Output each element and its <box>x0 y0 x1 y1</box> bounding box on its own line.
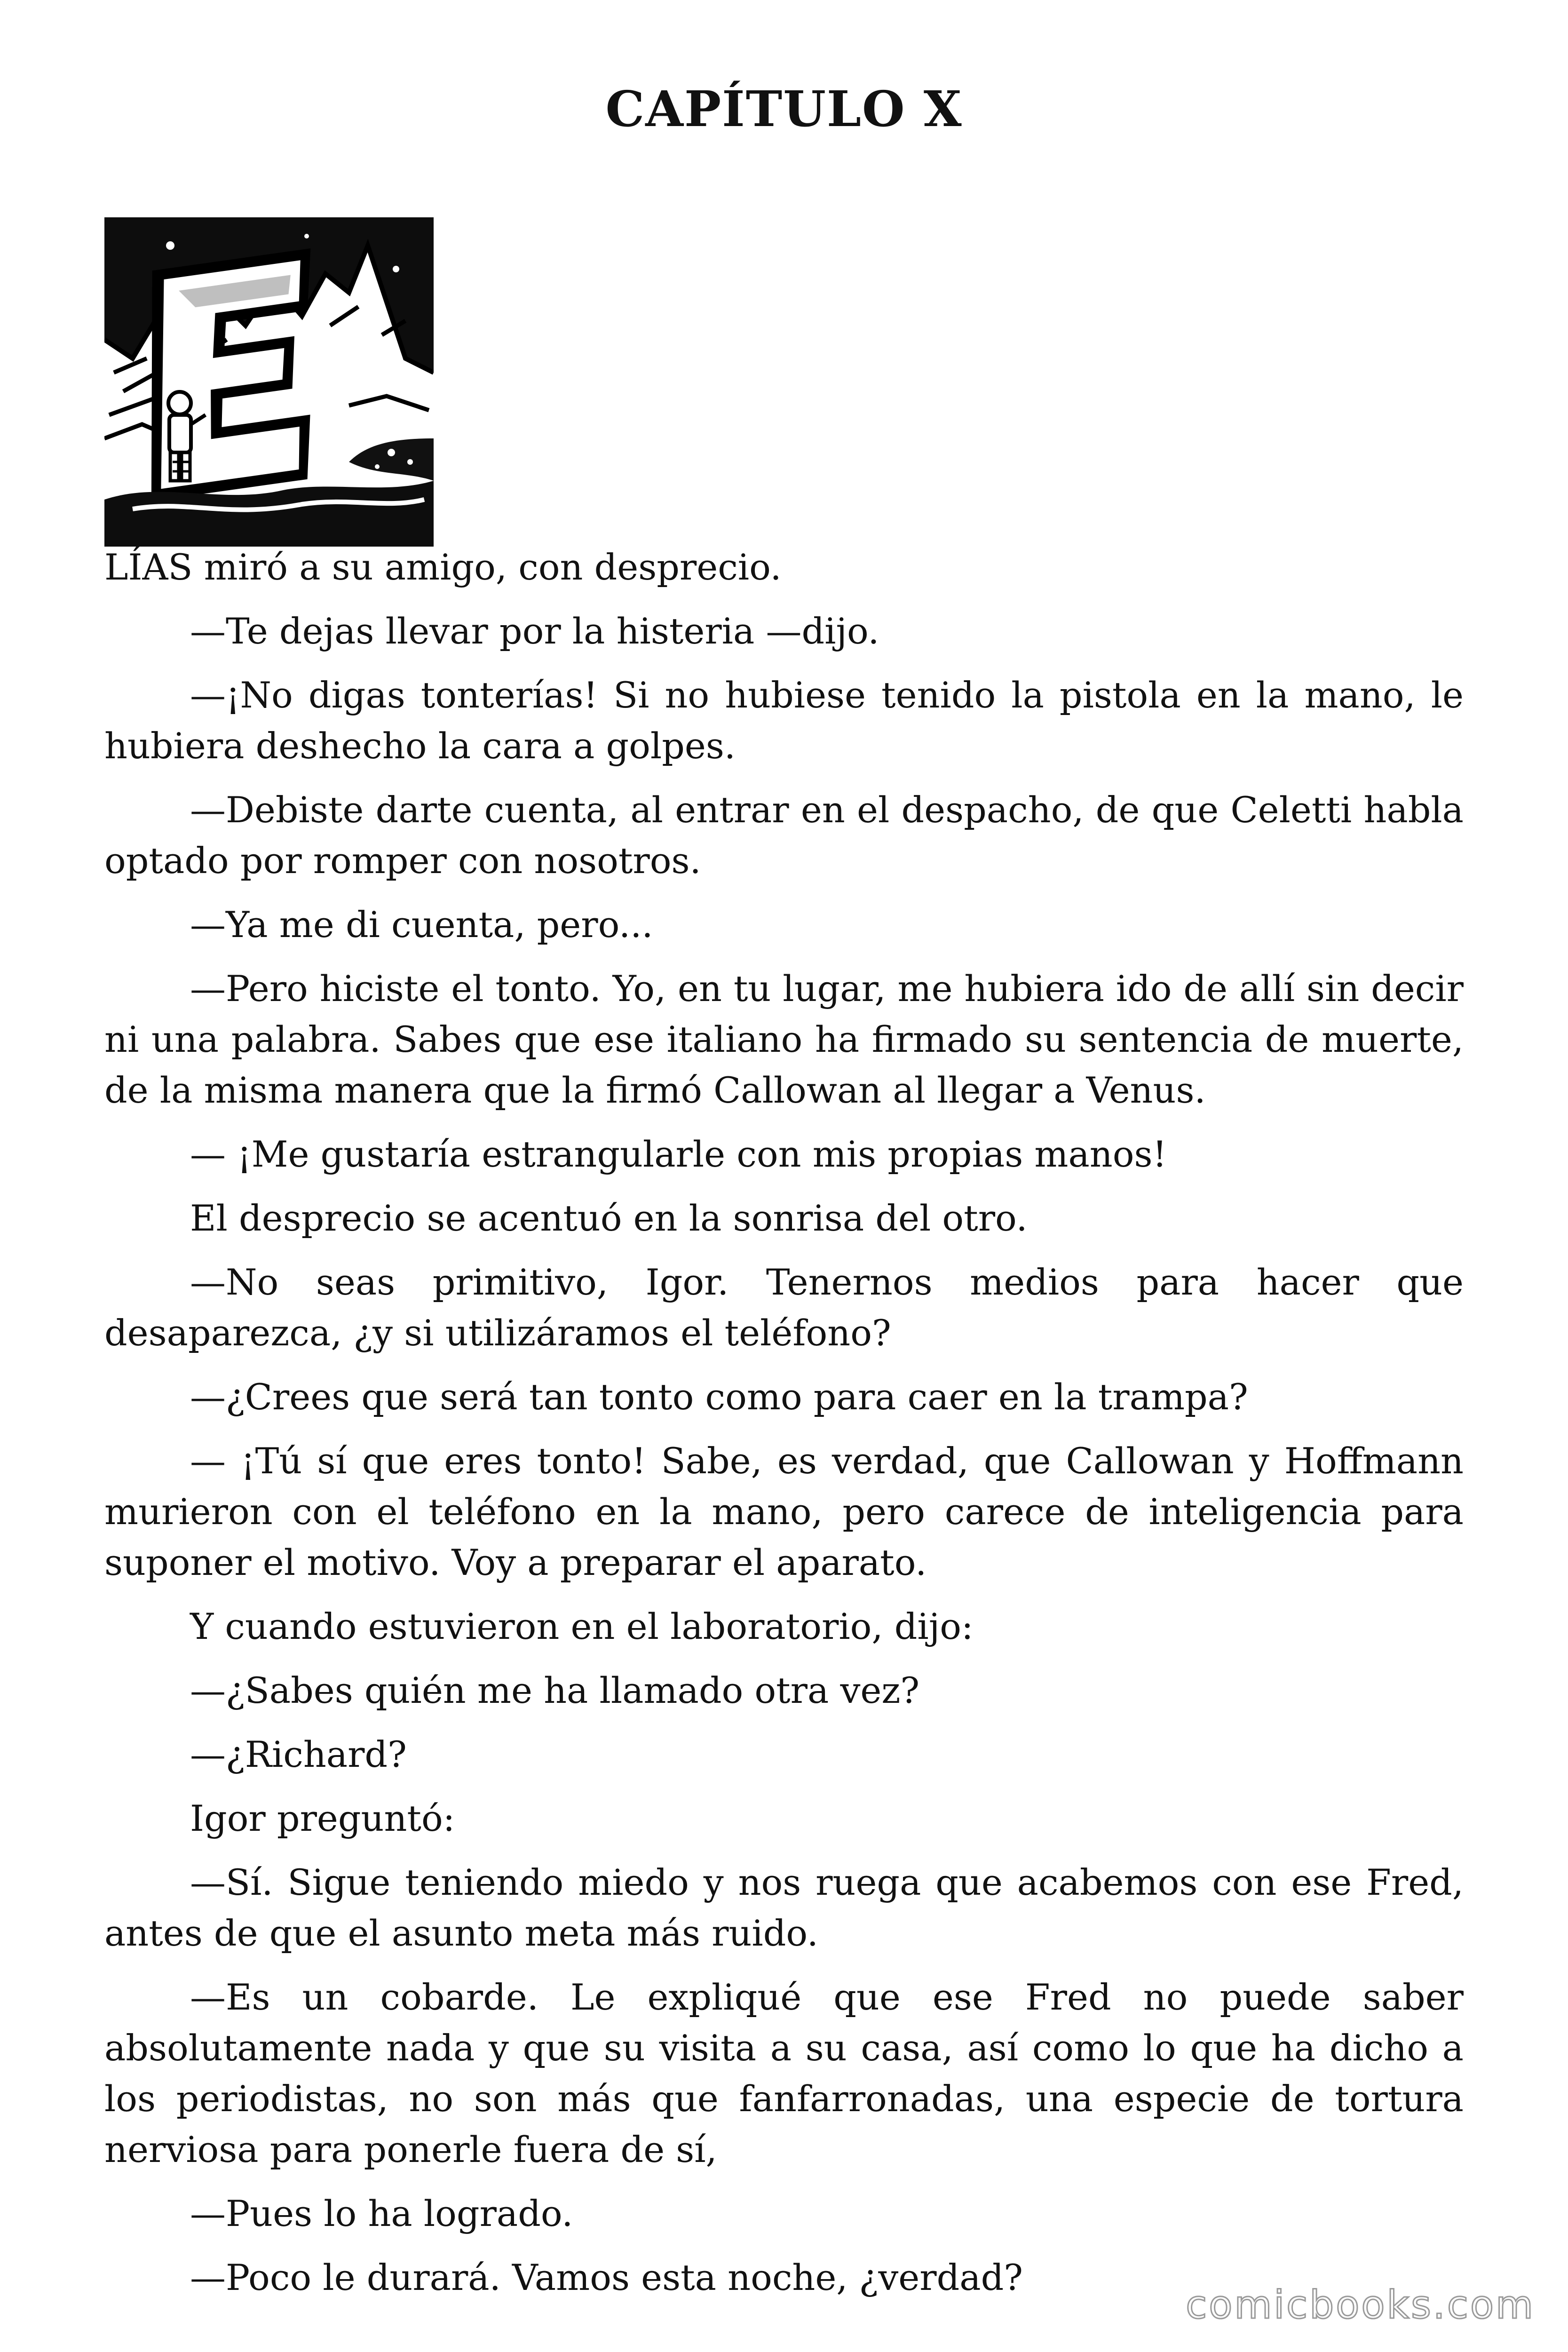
paragraph: —Es un cobarde. Le expliqué que ese Fred no puede saber absolutamente nada y que su visita a su casa, así como lo que ha dicho a los periodistas, no son más que fanfarronadas, una especie de tortura nerviosa para ponerle fuera de sí, <box>104 1976 1464 2170</box>
chapter-body <box>104 542 1464 2316</box>
paragraph: —Pues lo ha logrado. <box>190 2193 573 2234</box>
paragraph: —¿Richard? <box>190 1733 407 1775</box>
paragraph: —No seas primitivo, Igor. Tenernos medios para hacer que desaparezca, ¿y si utilizáramos el teléfono? <box>104 1261 1464 1354</box>
paragraph: —Pero hiciste el tonto. Yo, en tu lugar, me hubiera ido de allí sin decir ni una palabra. Sabes que ese italiano ha firmado su sentencia de muerte, de la misma manera que la firmó Callowan al llegar a Venus. <box>104 968 1464 1111</box>
watermark: comicbooks.com <box>1186 2283 1535 2328</box>
paragraph: Y cuando estuvieron en el laboratorio, dijo: <box>190 1605 974 1647</box>
paragraph: El desprecio se acentuó en la sonrisa del otro. <box>190 1197 1028 1239</box>
paragraph: —¿Sabes quién me ha llamado otra vez? <box>190 1669 920 1711</box>
illustrated-dropcap <box>104 217 434 547</box>
paragraph: —Poco le durará. Vamos esta noche, ¿verdad? <box>190 2257 1023 2298</box>
paragraph: —Sí. Sigue teniendo miedo y nos ruega que acabemos con ese Fred, antes de que el asunto meta más ruido. <box>104 1861 1464 1954</box>
paragraph: — ¡Me gustaría estrangularle con mis propias manos! <box>190 1133 1167 1175</box>
paragraph: Igor preguntó: <box>190 1797 455 1839</box>
paragraph: —Debiste darte cuenta, al entrar en el despacho, de que Celetti habla optado por romper con nosotros. <box>104 789 1464 882</box>
paragraph: LÍAS miró a su amigo, con desprecio. <box>104 546 782 588</box>
book-page <box>104 0 1464 2352</box>
paragraph: — ¡Tú sí que eres tonto! Sabe, es verdad, que Callowan y Hoffmann murieron con el teléfono en la mano, pero carece de inteligencia para suponer el motivo. Voy a preparar el aparato. <box>104 1440 1464 1583</box>
paragraph: —Ya me di cuenta, pero... <box>190 904 653 946</box>
paragraph: —¡No digas tonterías! Si no hubiese tenido la pistola en la mano, le hubiera deshecho la cara a golpes. <box>104 674 1464 767</box>
dropcap-illustration-icon <box>104 217 434 547</box>
paragraph: —Te dejas llevar por la histeria —dijo. <box>190 610 879 652</box>
chapter-title: CAPÍTULO X <box>605 80 963 138</box>
paragraph: —¿Crees que será tan tonto como para caer en la trampa? <box>190 1376 1248 1418</box>
